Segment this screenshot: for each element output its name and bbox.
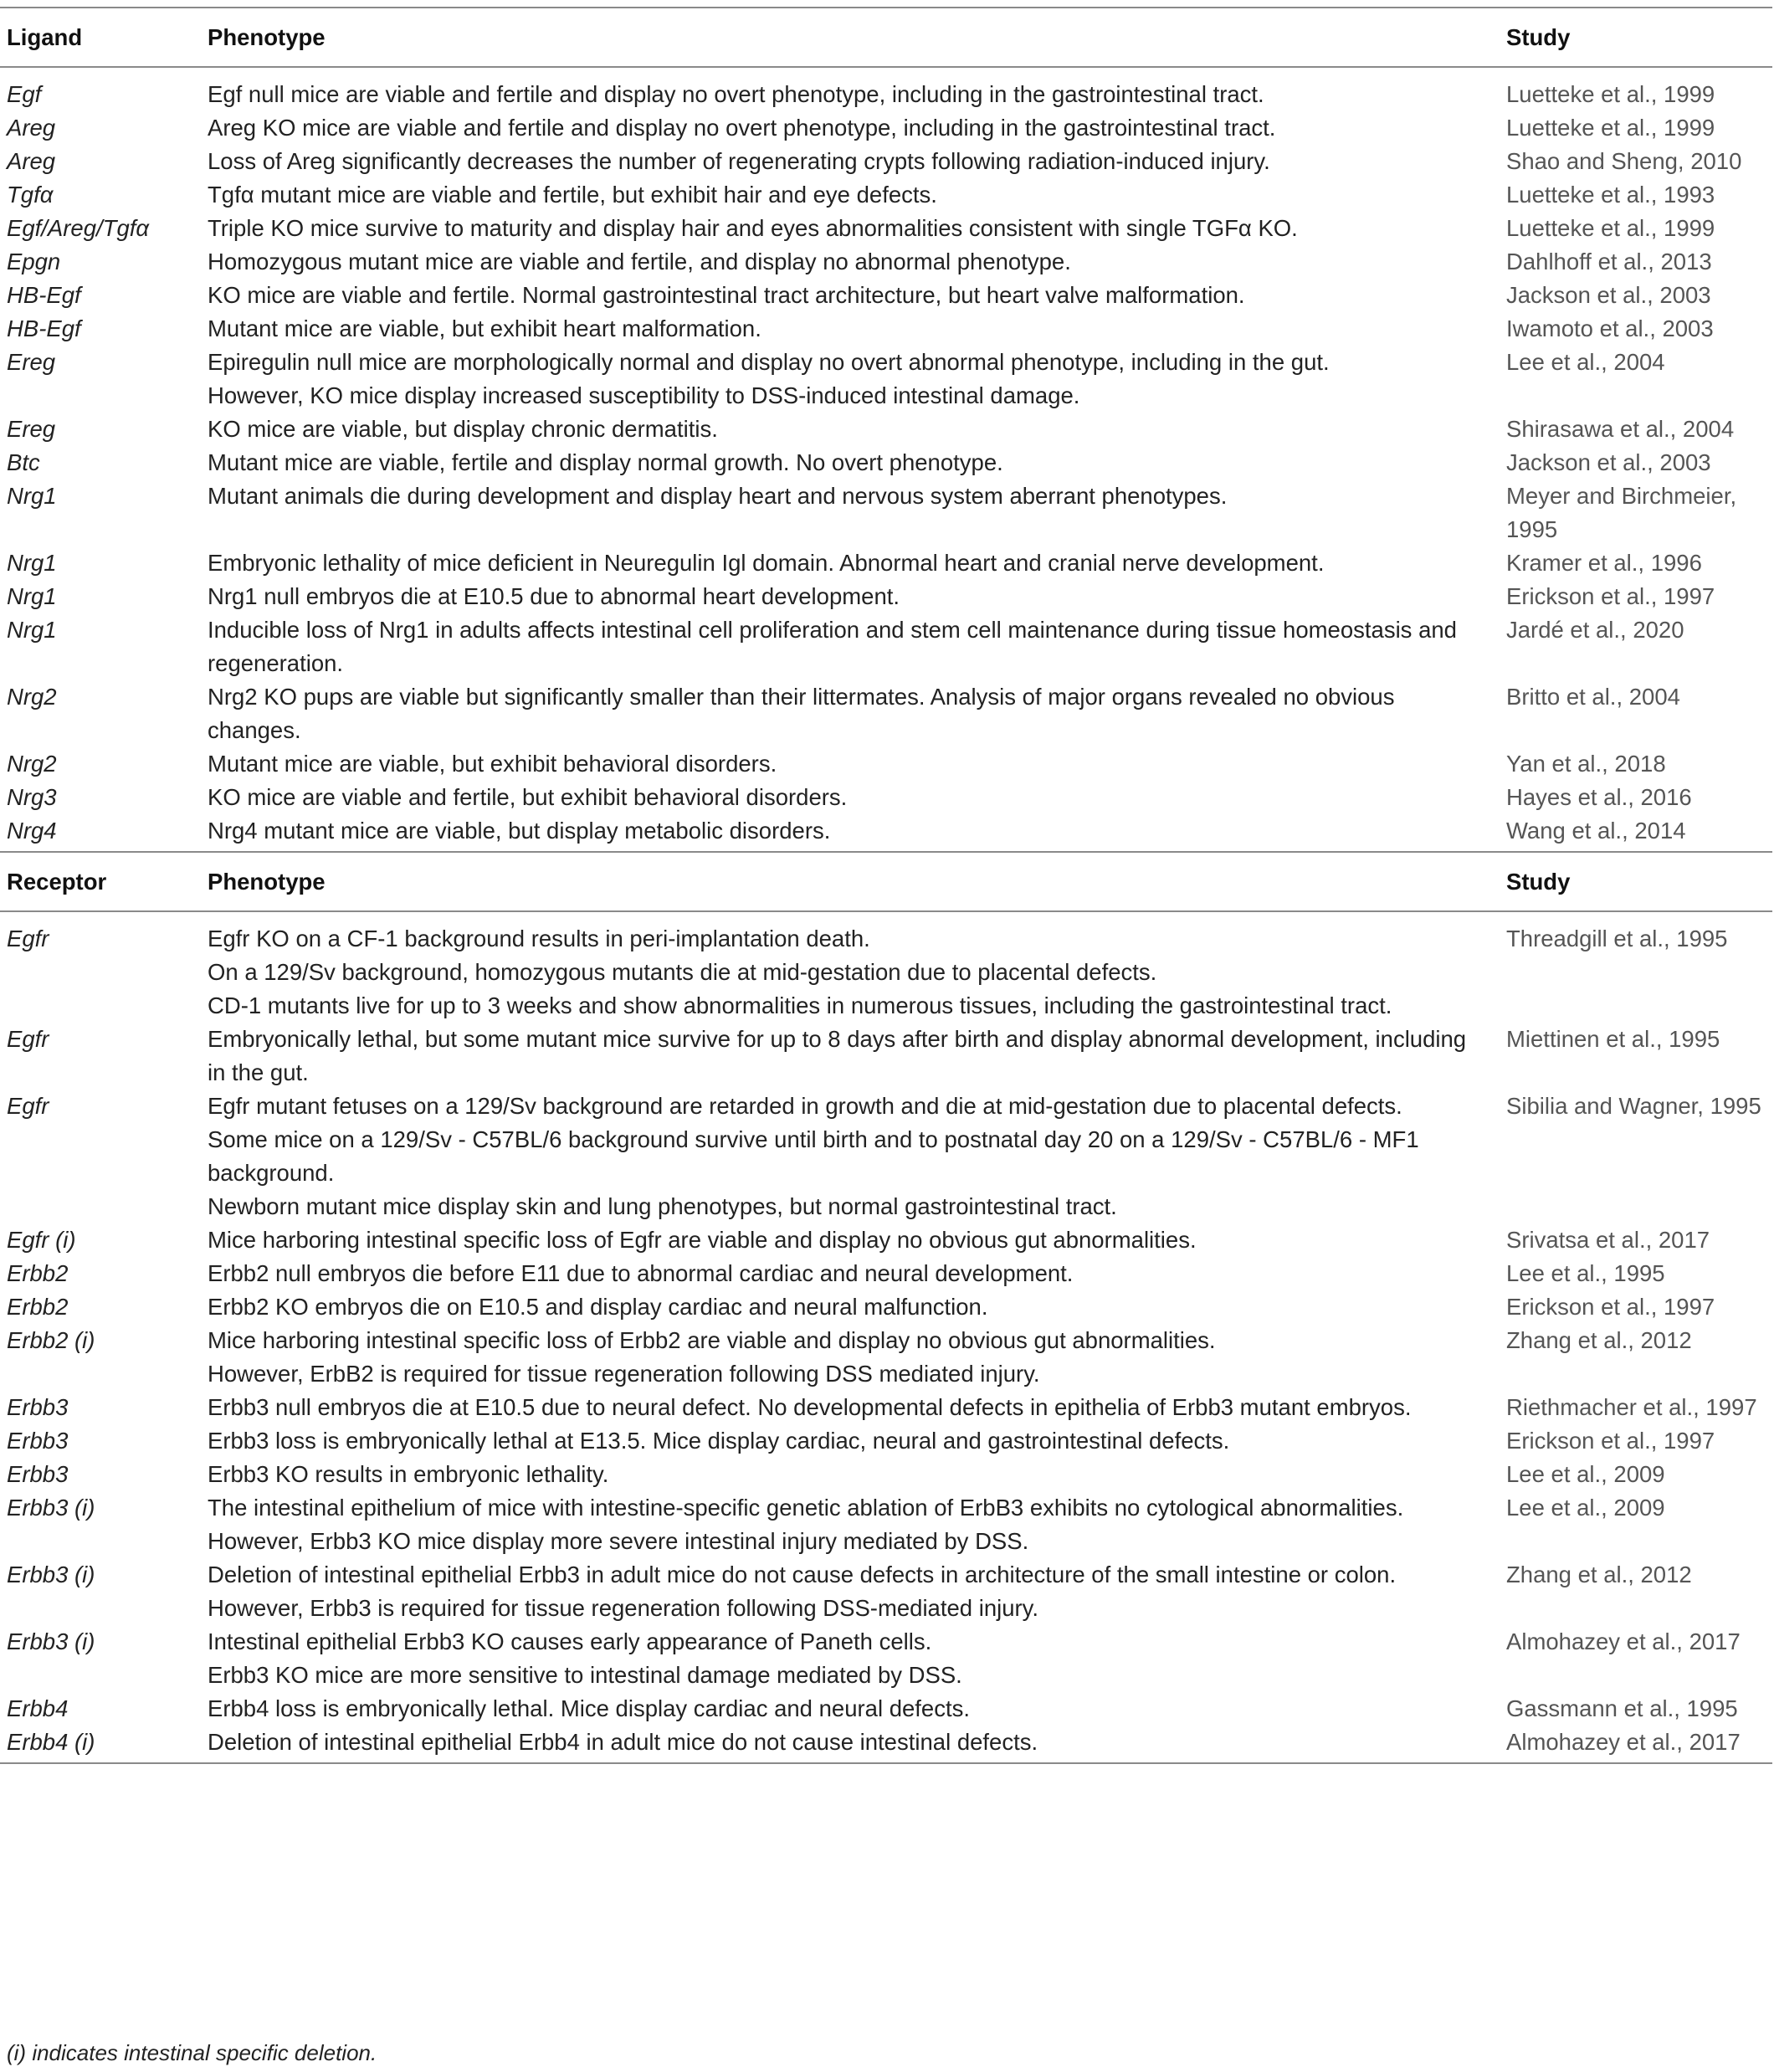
receptor-header-col2: Phenotype: [201, 852, 1500, 911]
gene-cell: Nrg2: [7, 751, 57, 777]
phenotype-cell: Areg KO mice are viable and fertile and display no overt phenotype, including in the gastrointestinal tract.: [208, 115, 1276, 141]
phenotype-cell: However, KO mice display increased susceptibility to DSS-induced intestinal damage.: [208, 382, 1080, 408]
study-cell: Erickson et al., 1997: [1506, 583, 1715, 609]
phenotype-table: [0, 7, 1772, 1764]
gene-cell: Egfr (i): [7, 1227, 76, 1253]
gene-cell: Erbb3: [7, 1394, 69, 1420]
study-cell: Lee et al., 2009: [1506, 1495, 1665, 1521]
table-row: [0, 580, 1772, 613]
phenotype-cell: KO mice are viable and fertile, but exhibit behavioral disorders.: [208, 784, 848, 810]
phenotype-cell: Tgfα mutant mice are viable and fertile, but exhibit hair and eye defects.: [208, 182, 937, 208]
study-cell: Lee et al., 2004: [1506, 349, 1665, 375]
gene-cell: [0, 1190, 201, 1223]
phenotype-cell: However, ErbB2 is required for tissue regeneration following DSS mediated injury.: [208, 1361, 1040, 1387]
table-row: [0, 1290, 1772, 1324]
gene-cell: Areg: [7, 115, 56, 141]
table-footnote: (i) indicates intestinal specific deletion.: [7, 2040, 377, 2065]
phenotype-cell: Erbb3 KO mice are more sensitive to intestinal damage mediated by DSS.: [208, 1662, 962, 1688]
study-cell: [1500, 1659, 1772, 1692]
table-row: [0, 480, 1772, 546]
phenotype-cell: However, Erbb3 is required for tissue regeneration following DSS-mediated injury.: [208, 1595, 1039, 1621]
table-row: [0, 1424, 1772, 1458]
table-row: [0, 911, 1772, 956]
gene-cell: Ereg: [7, 349, 56, 375]
gene-cell: Egfr: [7, 926, 49, 951]
study-cell: [1500, 1123, 1772, 1190]
phenotype-cell: Erbb3 KO results in embryonic lethality.: [208, 1461, 609, 1487]
study-cell: Shao and Sheng, 2010: [1506, 148, 1742, 174]
phenotype-cell: KO mice are viable and fertile. Normal gastrointestinal tract architecture, but heart valve malformation.: [208, 282, 1245, 308]
study-cell: Jackson et al., 2003: [1506, 282, 1711, 308]
phenotype-cell: Egfr KO on a CF-1 background results in peri-implantation death.: [208, 926, 870, 951]
table-row: [0, 212, 1772, 245]
study-cell: Jardé et al., 2020: [1506, 617, 1684, 643]
gene-cell: [0, 956, 201, 989]
gene-cell: Erbb3 (i): [7, 1628, 95, 1654]
study-cell: [1500, 379, 1772, 413]
gene-cell: Nrg2: [7, 684, 57, 710]
gene-cell: Nrg3: [7, 784, 57, 810]
gene-cell: [0, 379, 201, 413]
gene-cell: Erbb4 (i): [0, 1726, 201, 1763]
gene-cell: Btc: [7, 449, 40, 475]
gene-cell: Nrg1: [7, 550, 57, 576]
gene-cell: Erbb3 (i): [7, 1562, 95, 1587]
table-row: [0, 245, 1772, 279]
study-cell: [1500, 1592, 1772, 1625]
table-row: [0, 178, 1772, 212]
phenotype-cell: Erbb3 loss is embryonically lethal at E13.5. Mice display cardiac, neural and gastrointestinal defects.: [208, 1428, 1230, 1454]
table-row: [0, 1458, 1772, 1491]
table-row: [0, 1491, 1772, 1525]
receptor-header-col3: Study: [1500, 852, 1772, 911]
gene-cell: Ereg: [7, 416, 56, 442]
table-row: [0, 1726, 1772, 1763]
table-row: [0, 989, 1772, 1023]
study-cell: Iwamoto et al., 2003: [1506, 315, 1714, 341]
study-cell: Luetteke et al., 1993: [1506, 182, 1715, 208]
study-cell: Lee et al., 1995: [1506, 1260, 1665, 1286]
phenotype-cell: Nrg1 null embryos die at E10.5 due to abnormal heart development.: [208, 583, 900, 609]
phenotype-cell: Mutant mice are viable, but exhibit heart malformation.: [208, 315, 761, 341]
phenotype-cell: Erbb3 null embryos die at E10.5 due to neural defect. No developmental defects in epithelia of Erbb3 mutant embryos.: [208, 1394, 1412, 1420]
study-cell: [1500, 989, 1772, 1023]
phenotype-cell: Embryonically lethal, but some mutant mice survive for up to 8 days after birth and display abnormal development, including in the gut.: [208, 1026, 1467, 1085]
gene-cell: HB-Egf: [7, 282, 81, 308]
study-cell: Hayes et al., 2016: [1506, 784, 1692, 810]
study-cell: Miettinen et al., 1995: [1506, 1026, 1720, 1052]
gene-cell: Erbb3: [7, 1461, 69, 1487]
table-row: [0, 1659, 1772, 1692]
study-cell: [1500, 1525, 1772, 1558]
phenotype-cell: Mutant mice are viable, but exhibit behavioral disorders.: [208, 751, 777, 777]
gene-cell: [0, 1659, 201, 1692]
table-row: [0, 546, 1772, 580]
phenotype-cell: Mutant animals die during development and display heart and nervous system aberrant phenotypes.: [208, 483, 1228, 509]
phenotype-cell: KO mice are viable, but display chronic dermatitis.: [208, 416, 718, 442]
gene-cell: Egf: [7, 81, 42, 107]
ligand-header-col1: Ligand: [0, 8, 201, 67]
table-row: [0, 1692, 1772, 1726]
gene-cell: Nrg4: [0, 814, 201, 852]
phenotype-cell: Deletion of intestinal epithelial Erbb3 in adult mice do not cause defects in architecture of the small intestine or colon.: [208, 1562, 1397, 1587]
gene-cell: Areg: [7, 148, 56, 174]
gene-cell: Erbb3 (i): [7, 1495, 95, 1521]
phenotype-cell: Egfr mutant fetuses on a 129/Sv background are retarded in growth and die at mid-gestation due to placental defects.: [208, 1093, 1402, 1119]
phenotype-cell: Erbb4 loss is embryonically lethal. Mice display cardiac and neural defects.: [208, 1695, 970, 1721]
gene-cell: Nrg1: [7, 583, 57, 609]
phenotype-cell: Nrg4 mutant mice are viable, but display metabolic disorders.: [201, 814, 1500, 852]
table-row: [0, 67, 1772, 111]
study-cell: [1500, 1357, 1772, 1391]
phenotype-table-body: [0, 8, 1772, 1763]
phenotype-cell: Deletion of intestinal epithelial Erbb4 in adult mice do not cause intestinal defects.: [201, 1726, 1500, 1763]
gene-cell: [0, 1525, 201, 1558]
phenotype-cell: The intestinal epithelium of mice with intestine-specific genetic ablation of ErbB3 exhibits no cytological abnormalities.: [208, 1495, 1404, 1521]
study-cell: Gassmann et al., 1995: [1506, 1695, 1738, 1721]
phenotype-cell: Erbb2 null embryos die before E11 due to abnormal cardiac and neural development.: [208, 1260, 1074, 1286]
study-cell: Zhang et al., 2012: [1506, 1327, 1692, 1353]
study-cell: Britto et al., 2004: [1506, 684, 1680, 710]
gene-cell: [0, 1357, 201, 1391]
table-row: [0, 111, 1772, 145]
study-cell: Yan et al., 2018: [1506, 751, 1666, 777]
table-row: [0, 1357, 1772, 1391]
gene-cell: Egfr: [7, 1026, 49, 1052]
table-row: [0, 1190, 1772, 1223]
study-cell: Almohazey et al., 2017: [1506, 1628, 1741, 1654]
receptor-header-col1: Receptor: [0, 852, 201, 911]
phenotype-cell: Inducible loss of Nrg1 in adults affects intestinal cell proliferation and stem cell maintenance during tissue homeostasis and regeneration.: [208, 617, 1457, 676]
phenotype-cell: Nrg2 KO pups are viable but significantly smaller than their littermates. Analysis of major organs revealed no obvious changes.: [208, 684, 1395, 743]
table-row: [0, 1257, 1772, 1290]
table-row: [0, 1223, 1772, 1257]
table-row: [0, 781, 1772, 814]
phenotype-cell: On a 129/Sv background, homozygous mutants die at mid-gestation due to placental defects.: [208, 959, 1157, 985]
table-row: [0, 379, 1772, 413]
phenotype-cell: Epiregulin null mice are morphologically normal and display no overt abnormal phenotype, including in the gut.: [208, 349, 1330, 375]
gene-cell: Egf/Areg/Tgfα: [7, 215, 150, 241]
table-row: [0, 1625, 1772, 1659]
ligand-header-col3: Study: [1500, 8, 1772, 67]
table-row: [0, 1558, 1772, 1592]
gene-cell: Erbb2 (i): [7, 1327, 95, 1353]
study-cell: Erickson et al., 1997: [1506, 1428, 1715, 1454]
study-cell: Erickson et al., 1997: [1506, 1294, 1715, 1320]
study-cell: Luetteke et al., 1999: [1506, 115, 1715, 141]
phenotype-cell: Mice harboring intestinal specific loss of Egfr are viable and display no obvious gut abnormalities.: [208, 1227, 1197, 1253]
table-row: [0, 446, 1772, 480]
gene-cell: Egfr: [7, 1093, 49, 1119]
study-cell: Luetteke et al., 1999: [1506, 81, 1715, 107]
gene-cell: [0, 989, 201, 1023]
table-row: [0, 145, 1772, 178]
table-row: [0, 814, 1772, 852]
study-cell: Srivatsa et al., 2017: [1506, 1227, 1710, 1253]
table-row: [0, 279, 1772, 312]
study-cell: Kramer et al., 1996: [1506, 550, 1702, 576]
gene-cell: Nrg1: [7, 483, 57, 509]
study-cell: Almohazey et al., 2017: [1500, 1726, 1772, 1763]
phenotype-cell: Some mice on a 129/Sv - C57BL/6 background survive until birth and to postnatal day 20 on a 129/Sv - C57BL/6 - MF1 background.: [208, 1126, 1419, 1186]
gene-cell: Erbb4: [7, 1695, 69, 1721]
table-row: [0, 1123, 1772, 1190]
phenotype-cell: Loss of Areg significantly decreases the number of regenerating crypts following radiation-induced injury.: [208, 148, 1270, 174]
table-row: [0, 1090, 1772, 1123]
phenotype-cell: Mice harboring intestinal specific loss of Erbb2 are viable and display no obvious gut abnormalities.: [208, 1327, 1216, 1353]
table-row: [0, 413, 1772, 446]
study-cell: Wang et al., 2014: [1500, 814, 1772, 852]
study-cell: Riethmacher et al., 1997: [1506, 1394, 1757, 1420]
table-row: [0, 680, 1772, 747]
phenotype-cell: Triple KO mice survive to maturity and display hair and eyes abnormalities consistent with single TGFα KO.: [208, 215, 1298, 241]
phenotype-cell: Embryonic lethality of mice deficient in Neuregulin Igl domain. Abnormal heart and cranial nerve development.: [208, 550, 1325, 576]
study-cell: Shirasawa et al., 2004: [1506, 416, 1735, 442]
phenotype-cell: Newborn mutant mice display skin and lung phenotypes, but normal gastrointestinal tract.: [208, 1193, 1117, 1219]
gene-cell: Erbb2: [7, 1294, 69, 1320]
table-row: [0, 1023, 1772, 1090]
ligand-header-row: [0, 8, 1772, 67]
table-row: [0, 613, 1772, 680]
gene-cell: [0, 1592, 201, 1625]
study-cell: [1500, 1190, 1772, 1223]
phenotype-cell: Mutant mice are viable, fertile and display normal growth. No overt phenotype.: [208, 449, 1003, 475]
table-row: [0, 1391, 1772, 1424]
table-row: [0, 747, 1772, 781]
study-cell: Threadgill et al., 1995: [1506, 926, 1728, 951]
study-cell: Luetteke et al., 1999: [1506, 215, 1715, 241]
receptor-header-row: [0, 852, 1772, 911]
table-row: [0, 1592, 1772, 1625]
study-cell: [1500, 956, 1772, 989]
gene-cell: Erbb3: [7, 1428, 69, 1454]
table-row: [0, 312, 1772, 346]
study-cell: Dahlhoff et al., 2013: [1506, 249, 1712, 274]
phenotype-cell: Egf null mice are viable and fertile and display no overt phenotype, including in the gastrointestinal tract.: [208, 81, 1264, 107]
table-row: [0, 1324, 1772, 1357]
gene-cell: Erbb2: [7, 1260, 69, 1286]
phenotype-cell: CD-1 mutants live for up to 3 weeks and show abnormalities in numerous tissues, including the gastrointestinal tract.: [208, 992, 1392, 1018]
ligand-header-col2: Phenotype: [201, 8, 1500, 67]
study-cell: Meyer and Birchmeier, 1995: [1506, 483, 1737, 542]
gene-cell: [0, 1123, 201, 1190]
gene-cell: HB-Egf: [7, 315, 81, 341]
table-row: [0, 956, 1772, 989]
table-row: [0, 346, 1772, 379]
phenotype-cell: Erbb2 KO embryos die on E10.5 and display cardiac and neural malfunction.: [208, 1294, 988, 1320]
study-cell: Jackson et al., 2003: [1506, 449, 1711, 475]
phenotype-cell: However, Erbb3 KO mice display more severe intestinal injury mediated by DSS.: [208, 1528, 1029, 1554]
study-cell: Sibilia and Wagner, 1995: [1506, 1093, 1761, 1119]
gene-cell: Nrg1: [7, 617, 57, 643]
gene-cell: Epgn: [7, 249, 61, 274]
phenotype-cell: Intestinal epithelial Erbb3 KO causes early appearance of Paneth cells.: [208, 1628, 932, 1654]
phenotype-cell: Homozygous mutant mice are viable and fertile, and display no abnormal phenotype.: [208, 249, 1071, 274]
study-cell: Zhang et al., 2012: [1506, 1562, 1692, 1587]
study-cell: Lee et al., 2009: [1506, 1461, 1665, 1487]
gene-cell: Tgfα: [7, 182, 54, 208]
table-row: [0, 1525, 1772, 1558]
